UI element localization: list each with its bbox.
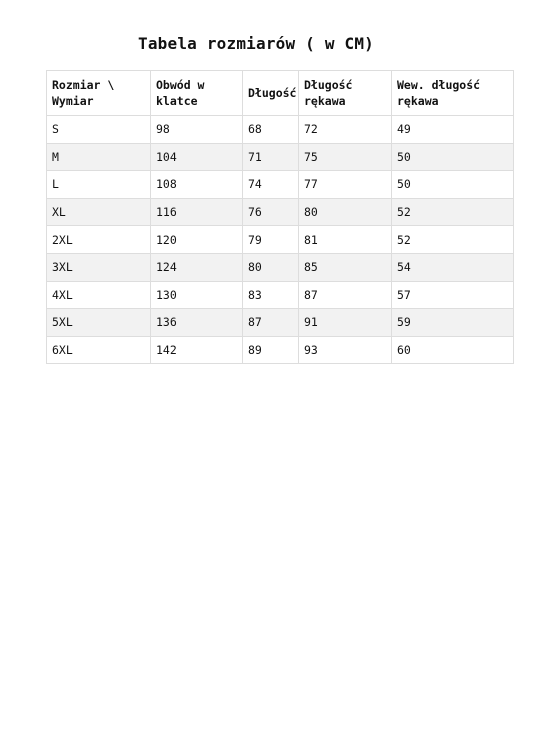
table-body xyxy=(47,116,514,364)
table-row xyxy=(47,336,514,364)
length-cell: 71 xyxy=(243,143,299,171)
inner-sleeve-cell: 50 xyxy=(392,143,514,171)
inner-sleeve-cell: 49 xyxy=(392,116,514,144)
length-cell: 74 xyxy=(243,171,299,199)
inner-sleeve-cell: 59 xyxy=(392,309,514,337)
sleeve-cell: 77 xyxy=(299,171,392,199)
sleeve-cell: 85 xyxy=(299,253,392,281)
table-row xyxy=(47,116,514,144)
size-cell: 6XL xyxy=(47,336,151,364)
sleeve-cell: 75 xyxy=(299,143,392,171)
table-row xyxy=(47,253,514,281)
length-cell: 76 xyxy=(243,198,299,226)
size-cell: XL xyxy=(47,198,151,226)
table-header xyxy=(47,71,514,116)
chest-cell: 124 xyxy=(151,253,243,281)
header-size-dimension: Rozmiar \ Wymiar xyxy=(47,71,151,116)
chest-cell: 142 xyxy=(151,336,243,364)
table-row xyxy=(47,226,514,254)
sleeve-cell: 80 xyxy=(299,198,392,226)
table-header-row xyxy=(47,71,514,116)
length-cell: 87 xyxy=(243,309,299,337)
table-row xyxy=(47,198,514,226)
chest-cell: 120 xyxy=(151,226,243,254)
sleeve-cell: 91 xyxy=(299,309,392,337)
sleeve-cell: 81 xyxy=(299,226,392,254)
chest-cell: 104 xyxy=(151,143,243,171)
sleeve-cell: 93 xyxy=(299,336,392,364)
size-cell: 5XL xyxy=(47,309,151,337)
inner-sleeve-cell: 50 xyxy=(392,171,514,199)
chest-cell: 116 xyxy=(151,198,243,226)
table-row xyxy=(47,309,514,337)
size-cell: L xyxy=(47,171,151,199)
inner-sleeve-cell: 52 xyxy=(392,226,514,254)
chest-cell: 98 xyxy=(151,116,243,144)
chest-cell: 108 xyxy=(151,171,243,199)
header-sleeve-length: Długość rękawa xyxy=(299,71,392,116)
length-cell: 89 xyxy=(243,336,299,364)
sleeve-cell: 72 xyxy=(299,116,392,144)
size-cell: 4XL xyxy=(47,281,151,309)
header-inner-sleeve-length: Wew. długość rękawa xyxy=(392,71,514,116)
header-length: Długość xyxy=(243,71,299,116)
chest-cell: 136 xyxy=(151,309,243,337)
size-cell: S xyxy=(47,116,151,144)
size-cell: 3XL xyxy=(47,253,151,281)
length-cell: 80 xyxy=(243,253,299,281)
chest-cell: 130 xyxy=(151,281,243,309)
inner-sleeve-cell: 57 xyxy=(392,281,514,309)
inner-sleeve-cell: 60 xyxy=(392,336,514,364)
length-cell: 79 xyxy=(243,226,299,254)
header-chest-circumference: Obwód w klatce xyxy=(151,71,243,116)
sleeve-cell: 87 xyxy=(299,281,392,309)
length-cell: 68 xyxy=(243,116,299,144)
size-cell: 2XL xyxy=(47,226,151,254)
inner-sleeve-cell: 54 xyxy=(392,253,514,281)
inner-sleeve-cell: 52 xyxy=(392,198,514,226)
table-row xyxy=(47,143,514,171)
table-row xyxy=(47,171,514,199)
table-row xyxy=(47,281,514,309)
page-title: Tabela rozmiarów ( w CM) xyxy=(138,34,374,53)
length-cell: 83 xyxy=(243,281,299,309)
size-chart-table xyxy=(46,70,514,364)
size-cell: M xyxy=(47,143,151,171)
